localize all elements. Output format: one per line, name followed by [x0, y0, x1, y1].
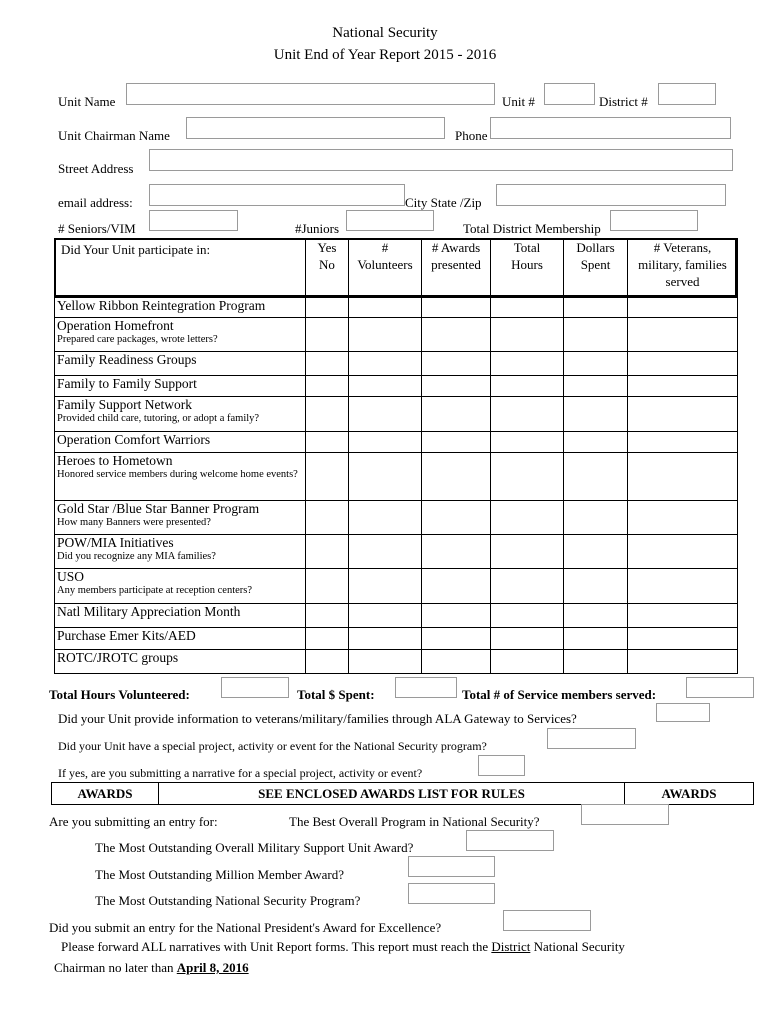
table-row [55, 569, 738, 604]
entry-cell[interactable] [349, 535, 422, 569]
phone-label: Phone [455, 128, 488, 143]
program-name: Gold Star /Blue Star Banner Program [57, 501, 260, 516]
unit-name-label: Unit Name [58, 94, 116, 109]
footer-text-b: National Security [530, 939, 625, 954]
million-member-field[interactable] [408, 856, 495, 877]
entry-cell[interactable] [628, 298, 738, 318]
president-award-field[interactable] [503, 910, 591, 931]
seniors-field[interactable] [149, 210, 238, 231]
project-field[interactable] [547, 728, 636, 749]
entry-cell[interactable] [564, 604, 628, 628]
program-cell [55, 298, 306, 318]
table-header-row [55, 239, 738, 298]
program-cell [55, 501, 306, 535]
program-cell [55, 453, 306, 501]
page-subtitle: Unit End of Year Report 2015 - 2016 [273, 47, 497, 63]
total-spent-label: Total $ Spent: [297, 687, 375, 702]
table-row [55, 376, 738, 397]
entry-cell[interactable] [564, 352, 628, 376]
military-support-label: The Most Outstanding Overall Military Support Unit Award? [95, 840, 414, 855]
entry-cell[interactable] [564, 397, 628, 432]
entry-cell[interactable] [422, 535, 491, 569]
entry-cell[interactable] [349, 298, 422, 318]
table-header-cell: # Veterans, military, families served [628, 239, 738, 298]
juniors-field[interactable] [346, 210, 434, 231]
entry-cell[interactable] [491, 318, 564, 352]
table-header-cell: # Awards presented [422, 239, 491, 298]
president-award-label: Did you submit an entry for the National President's Award for Excellence? [49, 920, 442, 935]
table-row [55, 352, 738, 376]
table-row [55, 298, 738, 318]
program-name: Operation Comfort Warriors [57, 432, 211, 447]
entry-cell[interactable] [628, 604, 738, 628]
page-title: National Security [332, 25, 438, 41]
entries-intro: Are you submitting an entry for: [49, 814, 218, 829]
table-row [55, 432, 738, 453]
entry-cell[interactable] [422, 318, 491, 352]
entry-cell[interactable] [306, 501, 349, 535]
entry-cell[interactable] [306, 376, 349, 397]
entry-cell[interactable] [422, 501, 491, 535]
district-number-label: District # [599, 94, 648, 109]
program-cell [55, 432, 306, 453]
entry-cell[interactable] [306, 569, 349, 604]
program-note: Did you recognize any MIA families? [57, 551, 216, 562]
footer-line-2 [54, 960, 249, 976]
military-support-field[interactable] [466, 830, 554, 851]
entry-cell[interactable] [491, 298, 564, 318]
program-name: USO [57, 569, 85, 584]
entry-cell[interactable] [349, 397, 422, 432]
entry-cell[interactable] [306, 604, 349, 628]
program-name: ROTC/JROTC groups [57, 650, 179, 665]
entry-cell[interactable] [564, 453, 628, 501]
membership-field[interactable] [610, 210, 698, 231]
entry-cell[interactable] [422, 298, 491, 318]
entry-cell[interactable] [491, 453, 564, 501]
district-number-field[interactable] [658, 83, 716, 105]
phone-field[interactable] [490, 117, 731, 139]
program-name: Family Support Network [57, 397, 192, 412]
project-question: Did your Unit have a special project, activity or event for the National Security program? [58, 739, 487, 753]
total-served-field[interactable] [686, 677, 754, 698]
table-row [55, 397, 738, 432]
entry-cell[interactable] [491, 628, 564, 650]
entry-cell[interactable] [306, 650, 349, 674]
table-row [55, 535, 738, 569]
table-row [55, 453, 738, 501]
membership-label: Total District Membership [463, 221, 601, 236]
entry-cell[interactable] [422, 453, 491, 501]
program-note: Any members participate at reception centers? [57, 585, 253, 596]
email-label: email address: [58, 195, 133, 210]
program-cell [55, 376, 306, 397]
footer-text-a: Please forward ALL narratives with Unit Report forms. This report must reach the [61, 939, 492, 954]
entry-cell[interactable] [306, 352, 349, 376]
juniors-label: #Juniors [295, 221, 340, 236]
program-name: Family Readiness Groups [57, 352, 197, 367]
email-field[interactable] [149, 184, 405, 206]
entry-cell[interactable] [628, 352, 738, 376]
entry-cell[interactable] [564, 569, 628, 604]
best-program-label: The Best Overall Program in National Security? [289, 814, 540, 829]
program-note: Honored service members during welcome home events? [57, 469, 298, 480]
entry-cell[interactable] [491, 535, 564, 569]
total-hours-label: Total Hours Volunteered: [49, 687, 190, 702]
awards-rules-cell: SEE ENCLOSED AWARDS LIST FOR RULES [159, 783, 625, 805]
program-cell [55, 397, 306, 432]
entry-cell[interactable] [422, 352, 491, 376]
entry-cell[interactable] [564, 376, 628, 397]
chairman-label: Unit Chairman Name [58, 128, 170, 143]
program-note: Prepared care packages, wrote letters? [57, 334, 218, 345]
program-cell [55, 352, 306, 376]
entry-cell[interactable] [628, 318, 738, 352]
city-field[interactable] [496, 184, 726, 206]
gateway-question: Did your Unit provide information to veterans/military/families through ALA Gateway to Services? [58, 711, 577, 726]
entry-cell[interactable] [628, 453, 738, 501]
table-header-cell: Yes No [306, 239, 349, 298]
entry-cell[interactable] [422, 432, 491, 453]
entry-cell[interactable] [306, 628, 349, 650]
entry-cell[interactable] [564, 628, 628, 650]
entry-cell[interactable] [564, 432, 628, 453]
program-name: Purchase Emer Kits/AED [57, 628, 196, 643]
ns-program-field[interactable] [408, 883, 495, 904]
entry-cell[interactable] [564, 298, 628, 318]
entry-cell[interactable] [564, 535, 628, 569]
table-header-cell: Total Hours [491, 239, 564, 298]
best-program-field[interactable] [581, 804, 669, 825]
entry-cell[interactable] [628, 376, 738, 397]
entry-cell[interactable] [349, 453, 422, 501]
table-row [55, 501, 738, 535]
footer-deadline-date: April 8, 2016 [176, 960, 249, 975]
entry-cell[interactable] [628, 501, 738, 535]
footer-district: District [491, 939, 531, 954]
entry-cell[interactable] [306, 535, 349, 569]
ns-program-label: The Most Outstanding National Security Program? [95, 893, 361, 908]
entry-cell[interactable] [491, 501, 564, 535]
program-cell [55, 318, 306, 352]
program-name: Yellow Ribbon Reintegration Program [57, 298, 266, 313]
narrative-question: If yes, are you submitting a narrative for a special project, activity or event? [58, 766, 423, 780]
program-name: POW/MIA Initiatives [57, 535, 174, 550]
table-row [55, 628, 738, 650]
program-cell [55, 628, 306, 650]
entry-cell[interactable] [349, 569, 422, 604]
entry-cell[interactable] [491, 432, 564, 453]
entry-cell[interactable] [422, 376, 491, 397]
entry-cell[interactable] [306, 318, 349, 352]
program-note: Provided child care, tutoring, or adopt a family? [57, 413, 260, 424]
table-row [55, 604, 738, 628]
unit-number-label: Unit # [502, 94, 535, 109]
program-cell [55, 650, 306, 674]
entry-cell[interactable] [349, 318, 422, 352]
entry-cell[interactable] [564, 501, 628, 535]
table-header-cell: Did Your Unit participate in: [55, 239, 306, 298]
awards-left-cell: AWARDS [52, 783, 159, 805]
entry-cell[interactable] [306, 397, 349, 432]
awards-bar [51, 782, 754, 805]
entry-cell[interactable] [306, 432, 349, 453]
program-cell [55, 535, 306, 569]
program-note: How many Banners were presented? [57, 517, 211, 528]
street-label: Street Address [58, 161, 134, 176]
participation-table [54, 238, 738, 674]
total-hours-field[interactable] [221, 677, 289, 698]
entry-cell[interactable] [628, 397, 738, 432]
program-name: Natl Military Appreciation Month [57, 604, 241, 619]
entry-cell[interactable] [349, 650, 422, 674]
table-row [55, 650, 738, 674]
entry-cell[interactable] [422, 397, 491, 432]
entry-cell[interactable] [628, 628, 738, 650]
entry-cell[interactable] [491, 650, 564, 674]
entry-cell[interactable] [564, 318, 628, 352]
table-header-cell: # Volunteers [349, 239, 422, 298]
program-name: Operation Homefront [57, 318, 174, 333]
entry-cell[interactable] [422, 569, 491, 604]
unit-number-field[interactable] [544, 83, 595, 105]
chairman-field[interactable] [186, 117, 445, 139]
entry-cell[interactable] [628, 535, 738, 569]
entry-cell[interactable] [306, 453, 349, 501]
program-cell [55, 604, 306, 628]
table-header-cell: Dollars Spent [564, 239, 628, 298]
total-served-label: Total # of Service members served: [462, 687, 657, 702]
entry-cell[interactable] [491, 604, 564, 628]
program-name: Family to Family Support [57, 376, 197, 391]
program-name: Heroes to Hometown [57, 453, 173, 468]
entry-cell[interactable] [349, 604, 422, 628]
entry-cell[interactable] [628, 432, 738, 453]
entry-cell[interactable] [349, 376, 422, 397]
entry-cell[interactable] [491, 397, 564, 432]
entry-cell[interactable] [628, 569, 738, 604]
entry-cell[interactable] [306, 298, 349, 318]
entry-cell[interactable] [564, 650, 628, 674]
entry-cell[interactable] [628, 650, 738, 674]
entry-cell[interactable] [349, 628, 422, 650]
entry-cell[interactable] [422, 604, 491, 628]
footer-deadline-text: Chairman no later than [54, 960, 177, 975]
awards-right-cell: AWARDS [625, 783, 754, 805]
entry-cell[interactable] [349, 352, 422, 376]
entry-cell[interactable] [491, 376, 564, 397]
program-cell [55, 569, 306, 604]
entry-cell[interactable] [422, 650, 491, 674]
total-spent-field[interactable] [395, 677, 457, 698]
table-row [55, 318, 738, 352]
city-label: City State /Zip [405, 195, 482, 210]
gateway-field[interactable] [656, 703, 710, 722]
million-member-label: The Most Outstanding Million Member Award? [95, 867, 345, 882]
entry-cell[interactable] [349, 501, 422, 535]
entry-cell[interactable] [349, 432, 422, 453]
entry-cell[interactable] [422, 628, 491, 650]
street-field[interactable] [149, 149, 733, 171]
unit-name-field[interactable] [126, 83, 495, 105]
entry-cell[interactable] [491, 569, 564, 604]
entry-cell[interactable] [491, 352, 564, 376]
narrative-field[interactable] [478, 755, 525, 776]
seniors-label: # Seniors/VIM [58, 221, 136, 236]
footer-line-1 [61, 939, 625, 955]
